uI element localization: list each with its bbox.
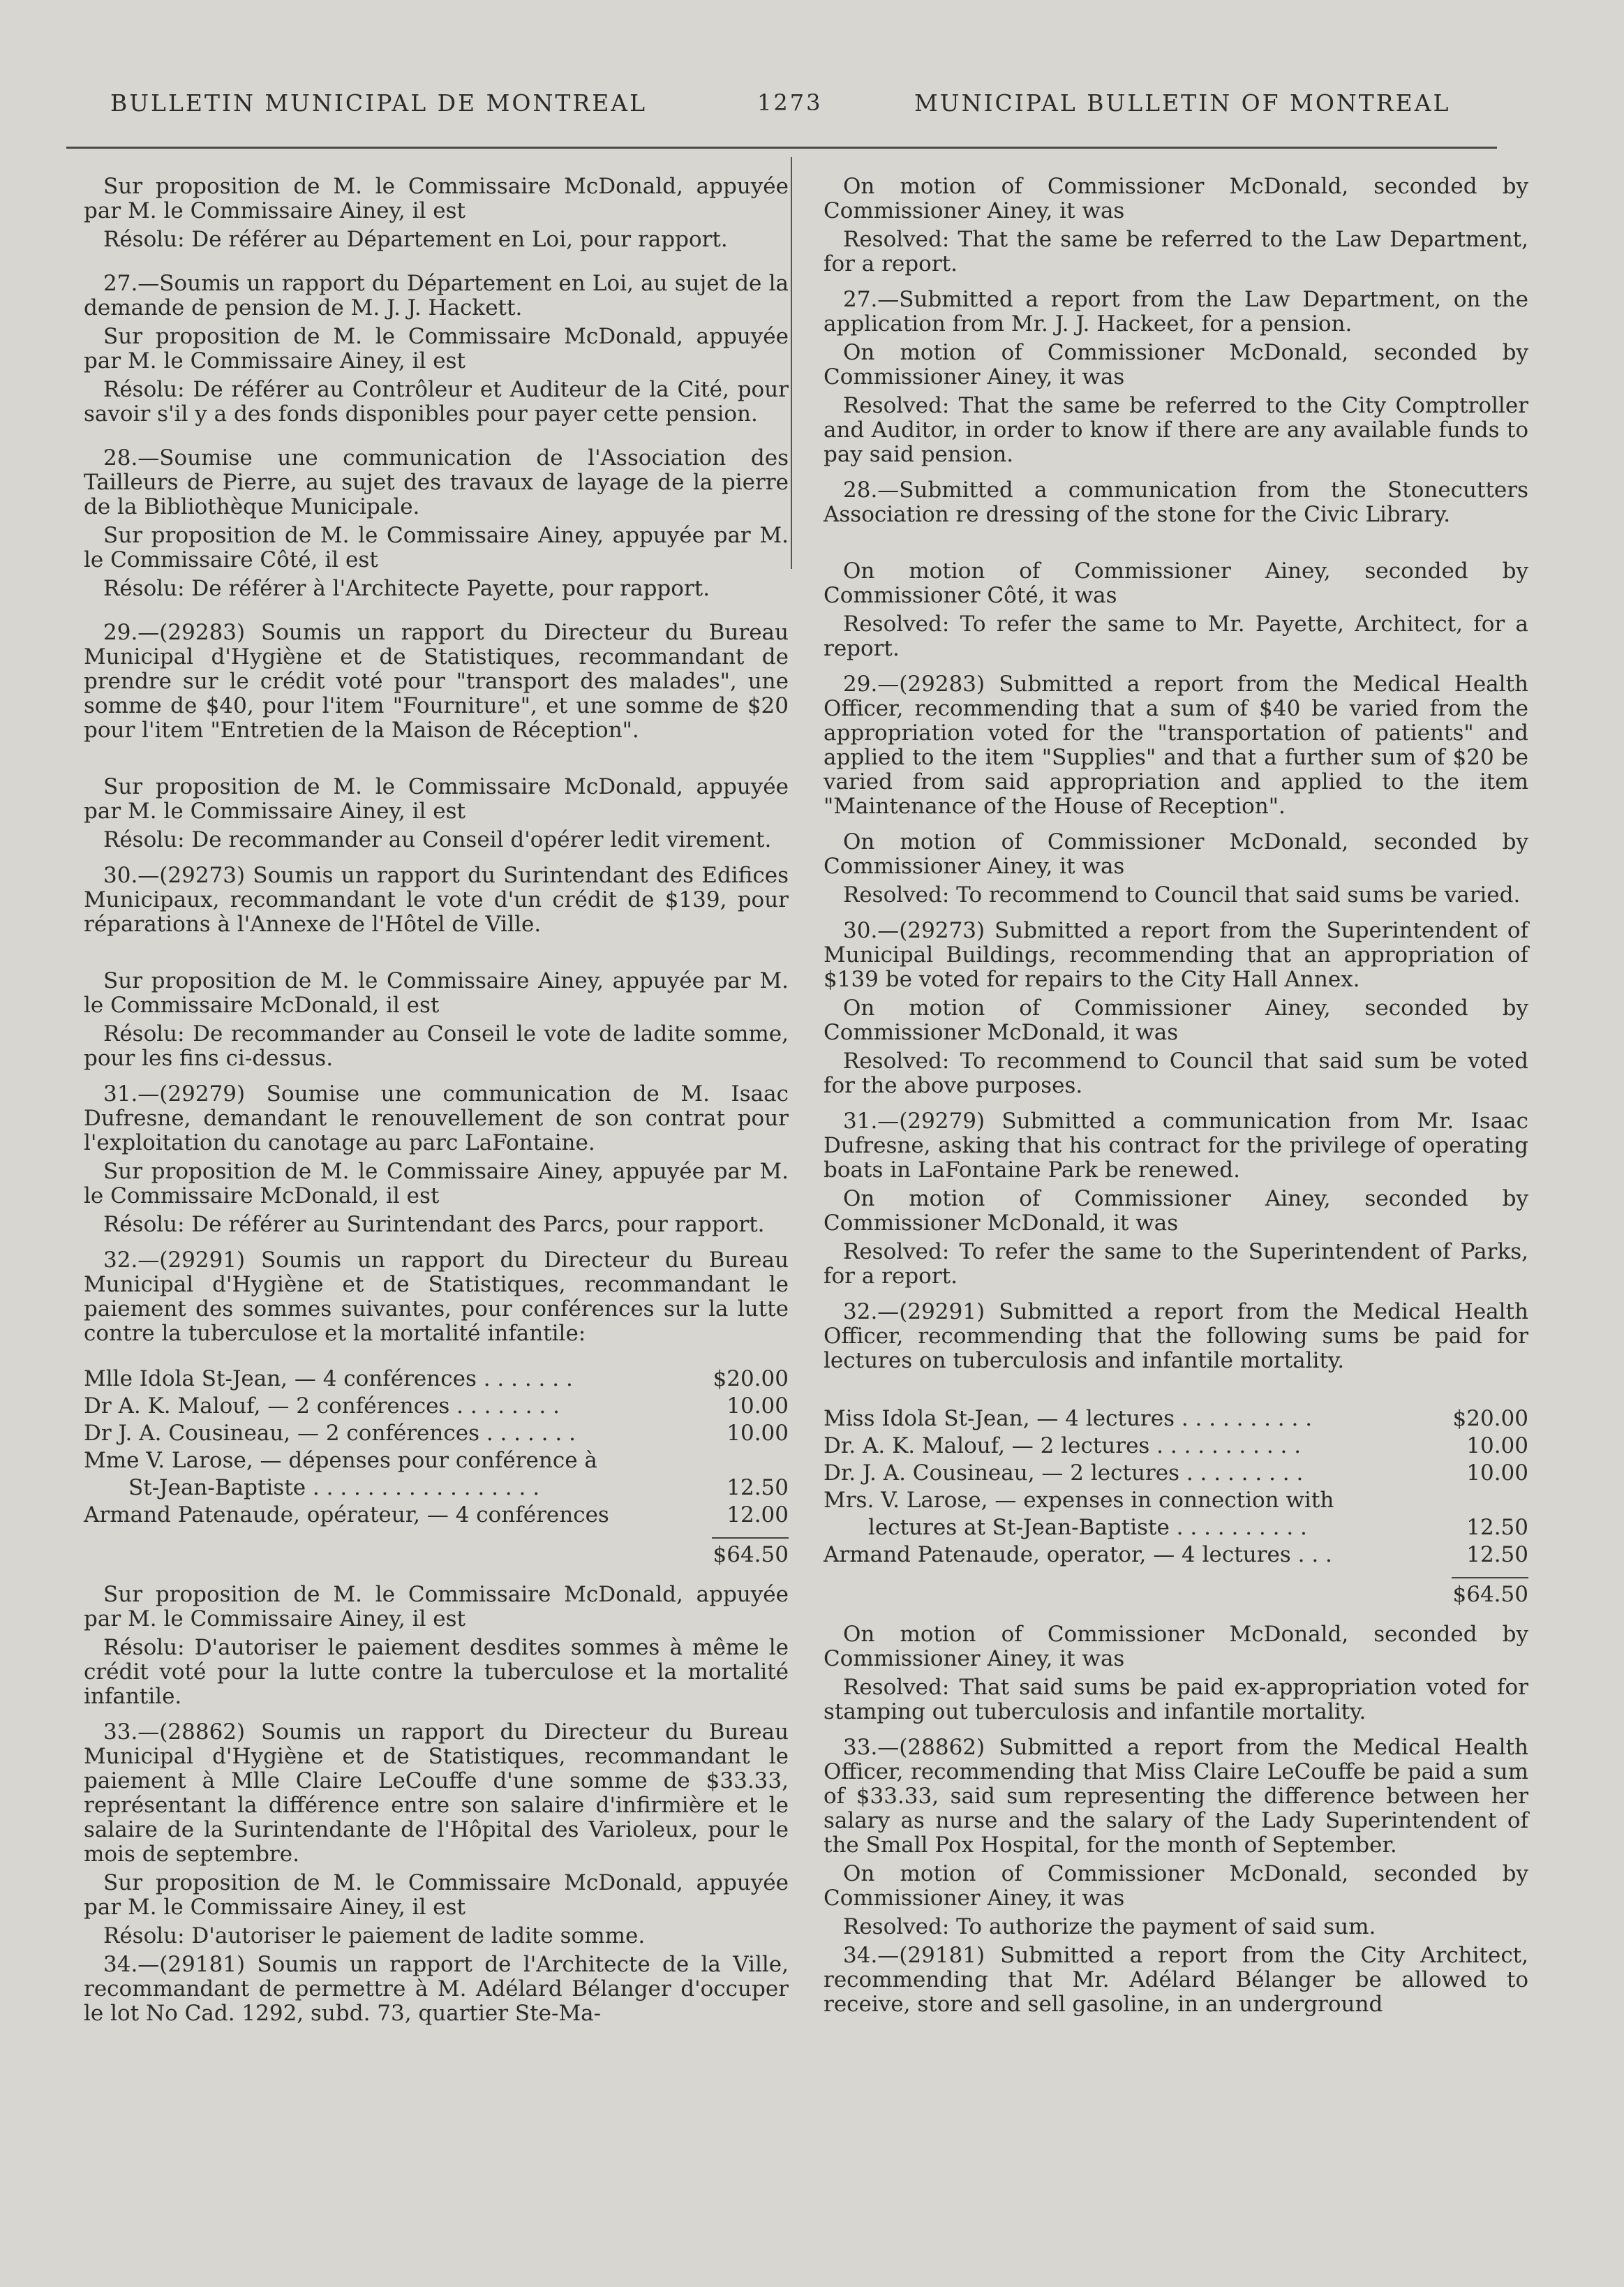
page-number: 1273 — [757, 89, 823, 116]
total-rule — [1452, 1577, 1528, 1578]
paragraph: Resolved: To recommend to Council that said sum be voted for the above purposes. — [824, 1049, 1528, 1098]
paragraph: Resolved: To refer the same to Mr. Payette, Architect, for a report. — [824, 612, 1528, 661]
paragraph: Resolved: To refer the same to the Superintendent of Parks, for a report. — [824, 1239, 1528, 1289]
fee-label: Mrs. V. Larose, — expenses in connection with — [824, 1488, 1334, 1513]
table-row — [824, 1405, 1528, 1433]
table-row — [824, 1514, 1528, 1541]
fee-label: Dr J. A. Cousineau, — 2 conférences . . . . . . . — [84, 1421, 576, 1446]
paragraph: Sur proposition de M. le Commissaire Ainey, appuyée par M. le Commissaire McDonald, il est — [84, 968, 789, 1018]
paragraph: 32.—(29291) Submitted a report from the Medical Health Officer, recommending that the following sums be paid for lectures on tuberculosis and infantile mortality. — [824, 1299, 1528, 1373]
fee-amount: 12.50 — [1466, 1515, 1528, 1540]
paragraph: Sur proposition de M. le Commissaire McDonald, appuyée par M. le Commissaire Ainey, il est — [84, 324, 789, 373]
paragraph: 33.—(28862) Soumis un rapport du Directeur du Bureau Municipal d'Hygiène et de Statistiques, recommandant le paiement à Mlle Claire LeCouffe d'une somme de $33.33, représentant la différence entre son salaire d'infirmière et le salaire de la Surintendante de l'Hôpital des Varioleux, pour le mois de septembre. — [84, 1719, 789, 1867]
header-title-english: MUNICIPAL BULLETIN OF MONTREAL — [914, 89, 1451, 117]
fee-label: Mlle Idola St-Jean, — 4 conférences . . . . . . . — [84, 1366, 573, 1391]
fee-label: Armand Patenaude, opérateur, — 4 conférences — [84, 1502, 609, 1527]
table-row — [84, 1502, 789, 1529]
fee-label: Dr. A. K. Malouf, — 2 lectures . . . . . . . . . . . — [824, 1433, 1302, 1458]
fee-amount: 10.00 — [727, 1393, 789, 1419]
paragraph: Sur proposition de M. le Commissaire McDonald, appuyée par M. le Commissaire Ainey, il est — [84, 174, 789, 223]
lecture-fees-table — [84, 1365, 789, 1529]
fee-label: St-Jean-Baptiste . . . . . . . . . . . . . . . . . — [128, 1475, 540, 1500]
paragraph: On motion of Commissioner McDonald, seconded by Commissioner Ainey, it was — [824, 1861, 1528, 1911]
fee-label: Armand Patenaude, operator, — 4 lectures . . . — [824, 1542, 1332, 1567]
paragraph: Résolu: De référer au Surintendant des Parcs, pour rapport. — [103, 1212, 765, 1237]
paragraph: 33.—(28862) Submitted a report from the Medical Health Officer, recommending that Miss Claire LeCouffe be paid a sum of $33.33, said sum representing the difference between her salary as nurse and the salary of the Lady Superintendent of the Small Pox Hospital, for the month of September. — [824, 1735, 1528, 1858]
fee-amount: 10.00 — [727, 1421, 789, 1446]
table-row — [84, 1393, 789, 1420]
lecture-fees-table — [824, 1405, 1528, 1569]
paragraph: 30.—(29273) Submitted a report from the Superintendent of Municipal Buildings, recommending that an appropriation of $139 be voted for repairs to the City Hall Annex. — [824, 918, 1528, 992]
total-rule — [712, 1537, 789, 1539]
paragraph: Résolu: D'autoriser le paiement desdites sommes à même le crédit voté pour la lutte contre la tuberculose et la mortalité infantile. — [84, 1635, 789, 1709]
paragraph: Sur proposition de M. le Commissaire McDonald, appuyée par M. le Commissaire Ainey, il est — [84, 1870, 789, 1920]
fee-amount: $20.00 — [1452, 1406, 1528, 1431]
paragraph: 34.—(29181) Soumis un rapport de l'Architecte de la Ville, recommandant de permettre à M. Adélard Bélanger d'occuper le lot No Cad. 1292, subd. 73, quartier Ste-Ma- — [84, 1952, 789, 2026]
paragraph: Sur proposition de M. le Commissaire McDonald, appuyée par M. le Commissaire Ainey, il est — [84, 1582, 789, 1631]
paragraph: On motion of Commissioner Ainey, seconded by Commissioner McDonald, it was — [824, 1186, 1528, 1236]
french-column — [84, 175, 789, 2030]
paragraph: 31.—(29279) Soumise une communication de M. Isaac Dufresne, demandant le renouvellement de son contrat pour l'exploitation du canotage au parc LaFontaine. — [84, 1081, 789, 1155]
fee-amount: 10.00 — [1466, 1433, 1528, 1458]
fee-amount: $20.00 — [713, 1366, 789, 1391]
fee-label: Miss Idola St-Jean, — 4 lectures . . . . . . . . . . — [824, 1406, 1313, 1431]
paragraph: Resolved: That the same be referred to the City Comptroller and Auditor, in order to know if there are any available funds to pay said pension. — [824, 393, 1528, 467]
paragraph: Résolu: D'autoriser le paiement de ladite somme. — [103, 1923, 646, 1948]
paragraph: 31.—(29279) Submitted a communication from Mr. Isaac Dufresne, asking that his contract for the privilege of operating boats in LaFontaine Park be renewed. — [824, 1109, 1528, 1183]
paragraph: 27.—Soumis un rapport du Département en Loi, au sujet de la demande de pension de M. J. J. Hackett. — [84, 271, 789, 320]
paragraph: Resolved: To recommend to Council that said sums be varied. — [843, 882, 1521, 908]
fee-amount — [691, 1447, 789, 1474]
header-rule — [66, 147, 1497, 149]
page-header — [105, 82, 1466, 124]
paragraph: 28.—Soumise une communication de l'Association des Tailleurs de Pierre, au sujet des travaux de layage de la pierre de la Bibliothèque Municipale. — [84, 445, 789, 519]
paragraph: 30.—(29273) Soumis un rapport du Surintendant des Edifices Municipaux, recommandant le vote d'un crédit de $139, pour réparations à l'Annexe de l'Hôtel de Ville. — [84, 863, 789, 937]
column-divider — [791, 157, 792, 569]
paragraph: Résolu: De référer au Département en Loi, pour rapport. — [103, 227, 728, 252]
paragraph: Sur proposition de M. le Commissaire McDonald, appuyée par M. le Commissaire Ainey, il est — [84, 774, 789, 824]
english-column — [824, 175, 1528, 2021]
paragraph: On motion of Commissioner McDonald, seconded by Commissioner Ainey, it was — [824, 1622, 1528, 1671]
paragraph: Résolu: De recommander au Conseil le vote de ladite somme, pour les fins ci-dessus. — [84, 1021, 789, 1071]
paragraph: On motion of Commissioner McDonald, seconded by Commissioner Ainey, it was — [824, 174, 1528, 223]
fee-label: Mme V. Larose, — dépenses pour conférence à — [84, 1448, 597, 1473]
table-row — [824, 1487, 1528, 1514]
table-row — [824, 1433, 1528, 1460]
fee-amount: 10.00 — [1466, 1460, 1528, 1486]
paragraph: 27.—Submitted a report from the Law Department, on the application from Mr. J. J. Hackeet, for a pension. — [824, 287, 1528, 336]
paragraph: Sur proposition de M. le Commissaire Ainey, appuyée par M. le Commissaire McDonald, il est — [84, 1159, 789, 1208]
fees-total: $64.50 — [713, 1542, 789, 1567]
paragraph: 29.—(29283) Soumis un rapport du Directeur du Bureau Municipal d'Hygiène et de Statistiques, recommandant de prendre sur le crédit voté pour "transport des malades", une somme de $40, pour l'item "Fourniture", et une somme de $20 pour l'item "Entretien de la Maison de Réception". — [84, 620, 789, 743]
table-row — [84, 1447, 789, 1474]
fee-label: lectures at St-Jean-Baptiste . . . . . . . . . . — [868, 1515, 1307, 1540]
paragraph: Résolu: De référer au Contrôleur et Auditeur de la Cité, pour savoir s'il y a des fonds disponibles pour payer cette pension. — [84, 377, 789, 427]
paragraph: On motion of Commissioner McDonald, seconded by Commissioner Ainey, it was — [824, 829, 1528, 879]
paragraph: Sur proposition de M. le Commissaire Ainey, appuyée par M. le Commissaire Côté, il est — [84, 523, 789, 572]
paragraph: Resolved: That the same be referred to the Law Department, for a report. — [824, 227, 1528, 276]
paragraph: 34.—(29181) Submitted a report from the City Architect, recommending that Mr. Adélard Bélanger be allowed to receive, store and sell gasoline, in an underground — [824, 1943, 1528, 2017]
fee-amount — [1431, 1487, 1528, 1514]
paragraph: Resolved: That said sums be paid ex-appropriation voted for stamping out tuberculosis and infantile mortality. — [824, 1675, 1528, 1724]
fee-amount: 12.50 — [1466, 1542, 1528, 1567]
paragraph: On motion of Commissioner McDonald, seconded by Commissioner Ainey, it was — [824, 340, 1528, 390]
paragraph: Résolu: De référer à l'Architecte Payette, pour rapport. — [103, 576, 710, 601]
table-row — [824, 1541, 1528, 1569]
table-row — [84, 1365, 789, 1393]
table-row — [84, 1420, 789, 1447]
paragraph: Résolu: De recommander au Conseil d'opérer ledit virement. — [103, 827, 772, 852]
paragraph: On motion of Commissioner Ainey, seconded by Commissioner McDonald, it was — [824, 996, 1528, 1045]
fee-amount: 12.50 — [727, 1475, 789, 1500]
header-title-french: BULLETIN MUNICIPAL DE MONTREAL — [110, 89, 648, 117]
paragraph: 29.—(29283) Submitted a report from the Medical Health Officer, recommending that a sum of $40 be varied from the appropriation voted for the "transportation of patients" and applied to the item "Supplies" and that a further sum of $20 be varied from said appropriation and applied to the item "Maintenance of the House of Reception". — [824, 672, 1528, 819]
paragraph: On motion of Commissioner Ainey, seconded by Commissioner Côté, it was — [824, 558, 1528, 608]
table-row — [84, 1474, 789, 1502]
fees-total: $64.50 — [1452, 1582, 1528, 1607]
paragraph: 32.—(29291) Soumis un rapport du Directeur du Bureau Municipal d'Hygiène et de Statistiques, recommandant le paiement des sommes suivantes, pour conférences sur la lutte contre la tuberculose et la mortalité infantile: — [84, 1248, 789, 1346]
fee-label: Dr A. K. Malouf, — 2 conférences . . . . . . . . — [84, 1393, 560, 1419]
paragraph: 28.—Submitted a communication from the Stonecutters Association re dressing of the stone for the Civic Library. — [824, 478, 1528, 527]
paragraph: Resolved: To authorize the payment of said sum. — [843, 1914, 1376, 1939]
table-row — [824, 1460, 1528, 1487]
fee-label: Dr. J. A. Cousineau, — 2 lectures . . . . . . . . . — [824, 1460, 1304, 1486]
fee-amount: 12.00 — [727, 1502, 789, 1527]
